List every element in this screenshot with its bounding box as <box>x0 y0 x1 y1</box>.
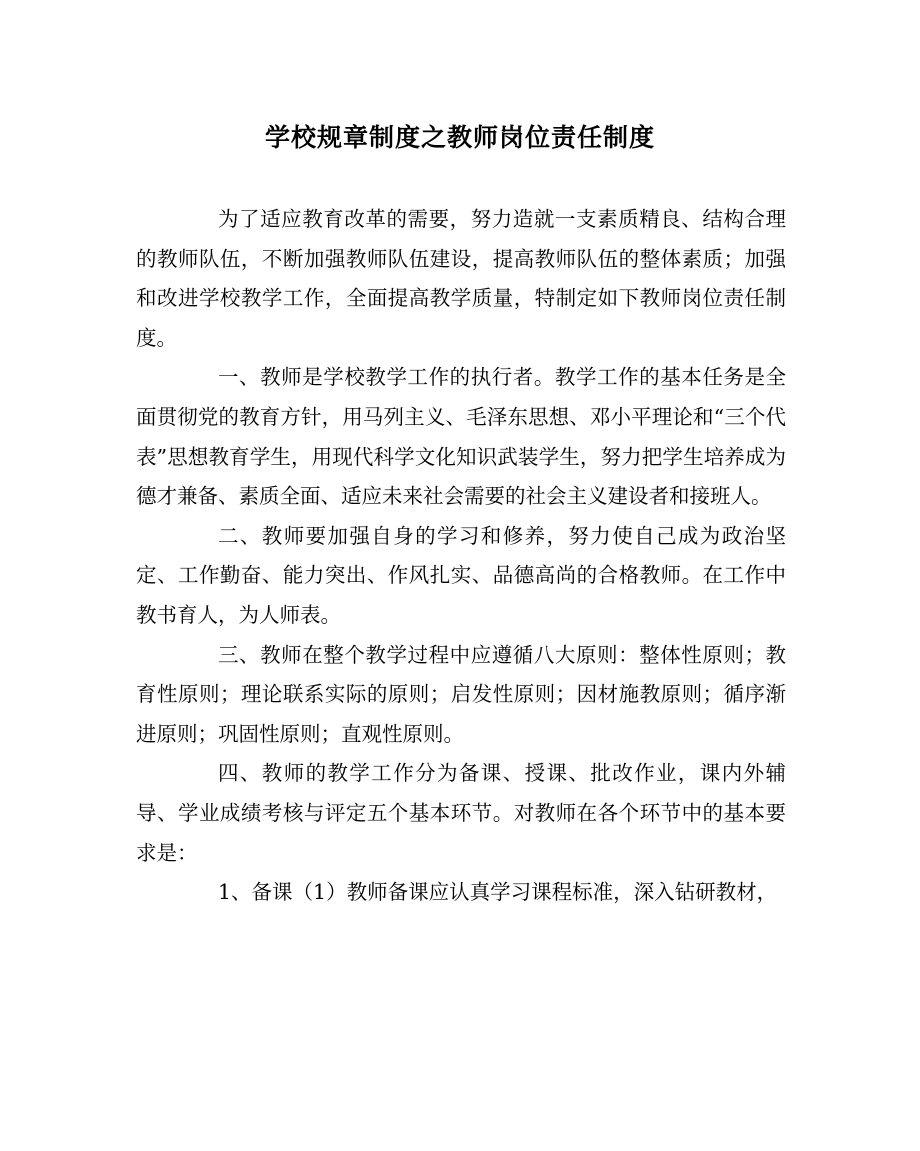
paragraph-intro: 为了适应教育改革的需要，努力造就一支素质精良、结构合理的教师队伍，不断加强教师队伍建设，提高教师队伍的整体素质；加强和改进学校教学工作，全面提高教学质量，特制定如下教师岗位责任制度。 <box>136 207 786 350</box>
paragraph-4: 四、教师的教学工作分为备课、授课、批改作业，课内外辅导、学业成绩考核与评定五个基本环节。对教师在各个环节中的基本要求是： <box>136 761 786 865</box>
document-body <box>136 200 786 913</box>
paragraph-3: 三、教师在整个教学过程中应遵循八大原则：整体性原则；教育性原则；理论联系实际的原则；启发性原则；因材施教原则；循序渐进原则；巩固性原则；直观性原则。 <box>136 642 786 746</box>
document-title: 学校规章制度之教师岗位责任制度 <box>264 123 655 152</box>
paragraph-2: 二、教师要加强自身的学习和修养，努力使自己成为政治坚定、工作勤奋、能力突出、作风扎实、品德高尚的合格教师。在工作中教书育人，为人师表。 <box>136 523 786 627</box>
paragraph-5: 1、备课（1）教师备课应认真学习课程标准，深入钻研教材， <box>218 880 778 905</box>
paragraph-1: 一、教师是学校教学工作的执行者。教学工作的基本任务是全面贯彻党的教育方针，用马列主义、毛泽东思想、邓小平理论和“三个代表”思想教育学生，用现代科学文化知识武装学生，努力把学生培养成为德才兼备、素质全面、适应未来社会需要的社会主义建设者和接班人。 <box>136 365 786 509</box>
